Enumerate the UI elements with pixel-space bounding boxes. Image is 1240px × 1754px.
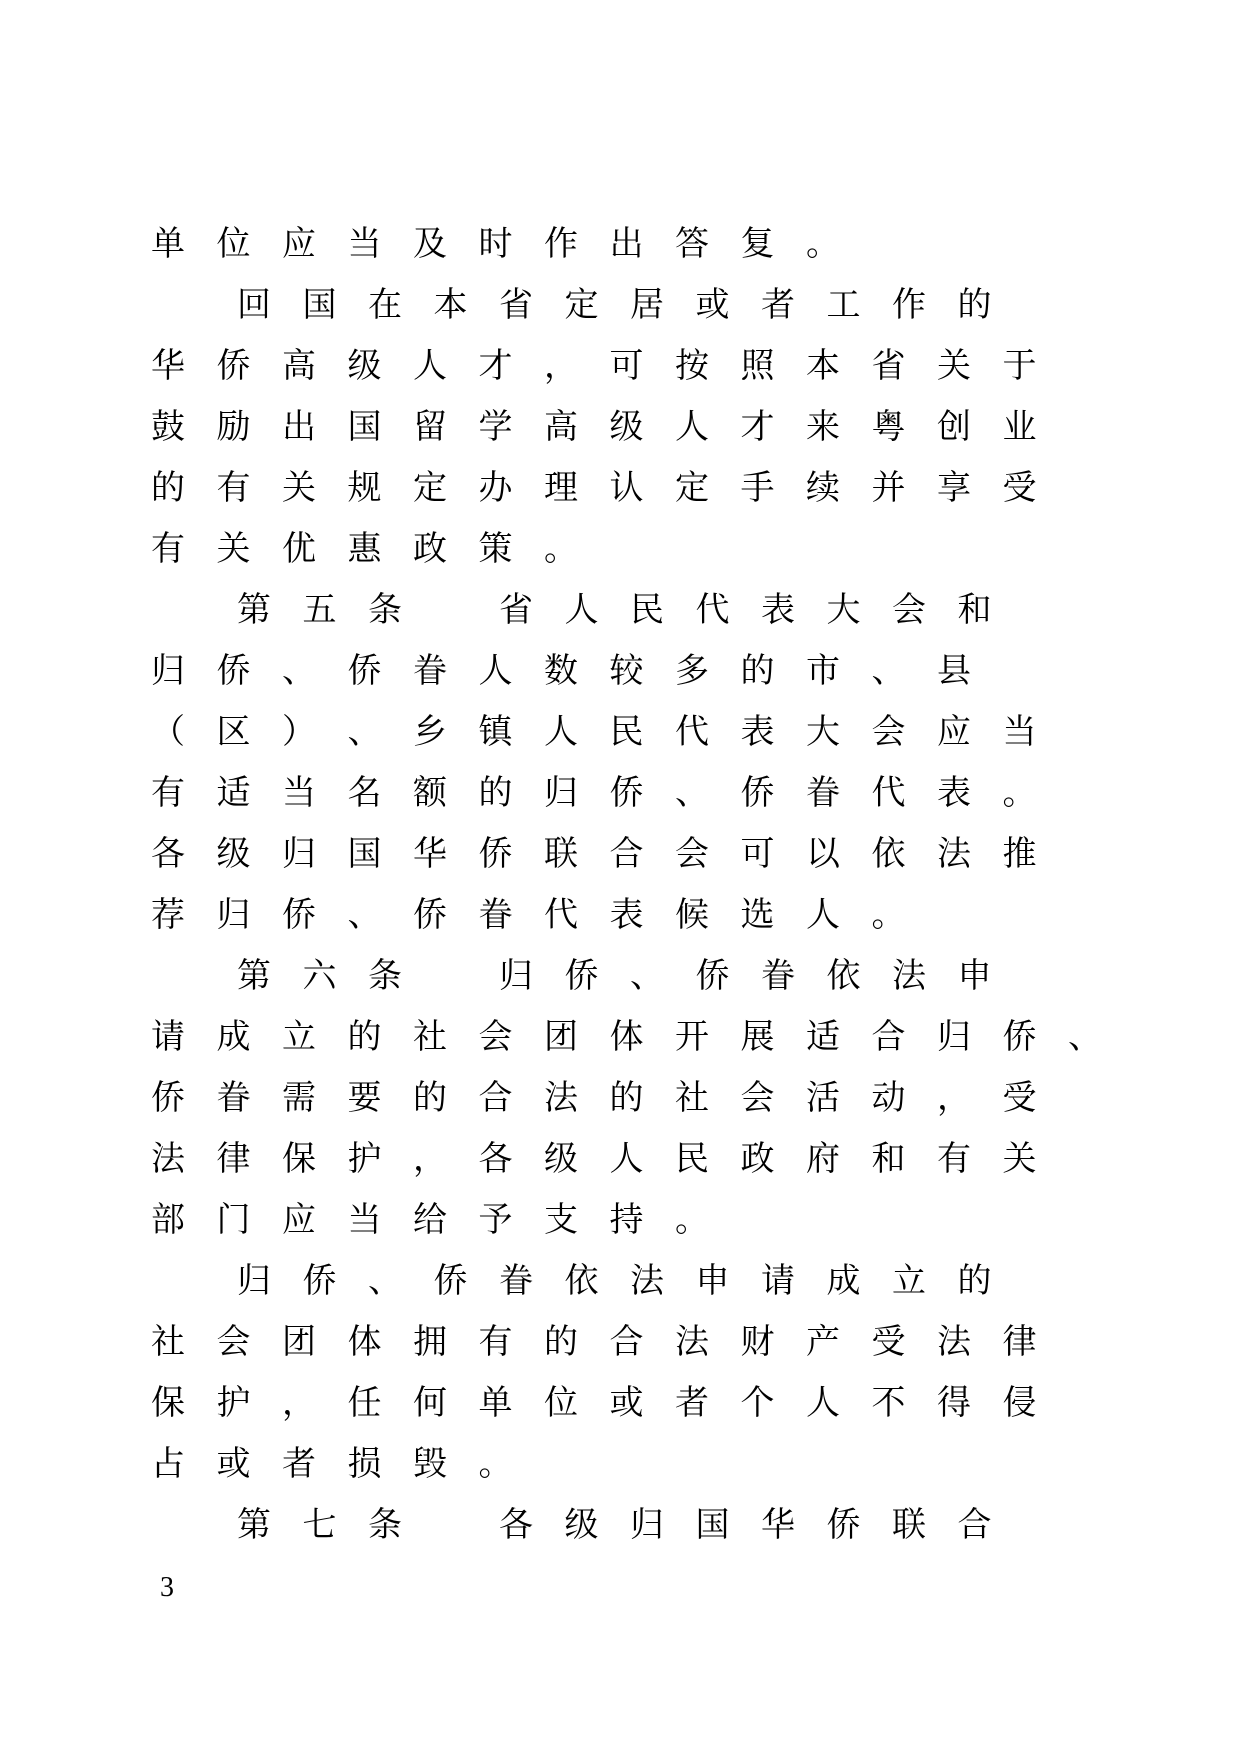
text-char: 关 xyxy=(282,468,316,508)
text-char: 有 xyxy=(478,1322,513,1362)
text-char: 第 xyxy=(237,956,271,996)
text-char: 府 xyxy=(806,1139,840,1179)
text-char: 粤 xyxy=(871,407,906,447)
text-char: 乡 xyxy=(413,712,447,752)
text-char: 会 xyxy=(478,1017,513,1057)
text-char: 侨 xyxy=(216,651,251,691)
text-char: 大 xyxy=(826,590,861,630)
text-char: 保 xyxy=(151,1383,185,1423)
text-char: 合 xyxy=(957,1505,992,1545)
text-char: 人 xyxy=(806,1383,840,1423)
text-char: 归 xyxy=(216,895,251,935)
text-char: 受 xyxy=(871,1322,906,1362)
text-char: 活 xyxy=(806,1078,840,1118)
text-char: 。 xyxy=(1002,773,1037,813)
text-char: 合 xyxy=(609,1322,644,1362)
text-char: 得 xyxy=(937,1383,971,1423)
text-char: 鼓 xyxy=(151,407,185,447)
text-line xyxy=(151,519,1140,580)
text-char: 国 xyxy=(302,285,337,325)
text-line xyxy=(160,275,1140,336)
text-char: 民 xyxy=(609,712,644,752)
text-char: 区 xyxy=(216,712,251,752)
text-char: 社 xyxy=(413,1017,447,1057)
text-char: 侨 xyxy=(695,956,730,996)
text-char: 法 xyxy=(630,1261,664,1301)
text-char: 要 xyxy=(347,1078,382,1118)
text-char: 答 xyxy=(675,224,709,264)
text-char: ， xyxy=(937,1078,971,1118)
text-char: 候 xyxy=(675,895,709,935)
text-char: 眷 xyxy=(478,895,513,935)
text-char: 。 xyxy=(871,895,906,935)
text-char: 县 xyxy=(937,651,971,691)
text-char: 定 xyxy=(413,468,447,508)
text-char: 财 xyxy=(740,1322,775,1362)
text-char: 。 xyxy=(806,224,840,264)
text-char: 表 xyxy=(740,712,775,752)
text-char: 照 xyxy=(740,346,775,386)
text-char: 表 xyxy=(937,773,971,813)
text-char: 条 xyxy=(368,590,402,630)
text-char: 出 xyxy=(609,224,644,264)
text-char: 眷 xyxy=(499,1261,533,1301)
text-char: 代 xyxy=(675,712,709,752)
text-char: 级 xyxy=(564,1505,599,1545)
text-char: 者 xyxy=(675,1383,709,1423)
text-char: 眷 xyxy=(806,773,840,813)
text-char: 人 xyxy=(478,651,513,691)
text-char: 级 xyxy=(544,1139,578,1179)
text-char: 应 xyxy=(937,712,971,752)
text-char: 有 xyxy=(216,468,251,508)
text-char: 高 xyxy=(282,346,316,386)
text-char: 才 xyxy=(740,407,775,447)
text-char: 续 xyxy=(806,468,840,508)
text-char: 惠 xyxy=(347,529,382,569)
text-char: 代 xyxy=(695,590,730,630)
text-char: 侨 xyxy=(216,346,251,386)
text-char: 拥 xyxy=(413,1322,447,1362)
text-char: 侵 xyxy=(1002,1383,1037,1423)
text-char: 支 xyxy=(544,1200,578,1240)
text-char: 六 xyxy=(302,956,337,996)
text-char: 关 xyxy=(216,529,251,569)
text-char: 不 xyxy=(871,1383,906,1423)
text-char: 侨 xyxy=(433,1261,468,1301)
text-char: 护 xyxy=(347,1139,382,1179)
text-char: 部 xyxy=(151,1200,185,1240)
text-char: 联 xyxy=(892,1505,926,1545)
text-char: 动 xyxy=(871,1078,906,1118)
text-char: 开 xyxy=(675,1017,709,1057)
text-line xyxy=(151,1312,1140,1373)
text-char: 、 xyxy=(630,956,664,996)
text-char: 会 xyxy=(892,590,926,630)
text-char: 创 xyxy=(937,407,971,447)
text-char: 保 xyxy=(282,1139,316,1179)
text-char: 受 xyxy=(1002,468,1037,508)
body-text xyxy=(151,214,1140,1556)
text-char: 的 xyxy=(478,773,513,813)
text-char xyxy=(431,580,471,641)
text-char: 团 xyxy=(282,1322,316,1362)
text-char: 。 xyxy=(675,1200,709,1240)
text-char: 或 xyxy=(609,1383,644,1423)
text-char: 侨 xyxy=(740,773,775,813)
text-char: 数 xyxy=(544,651,578,691)
text-char: 于 xyxy=(1002,346,1037,386)
text-char: 社 xyxy=(675,1078,709,1118)
text-char: 居 xyxy=(630,285,664,325)
text-char: 团 xyxy=(544,1017,578,1057)
text-char: 归 xyxy=(630,1505,664,1545)
text-char: 侨 xyxy=(1002,1017,1037,1057)
text-char: 国 xyxy=(347,834,382,874)
text-char: 荐 xyxy=(151,895,185,935)
text-char: 省 xyxy=(499,285,533,325)
text-char: 或 xyxy=(216,1444,251,1484)
text-char: 民 xyxy=(630,590,664,630)
text-char: 额 xyxy=(413,773,447,813)
text-char xyxy=(431,1495,471,1556)
text-line xyxy=(151,763,1140,824)
text-char: 、 xyxy=(347,712,382,752)
text-line xyxy=(151,1068,1140,1129)
text-char: 成 xyxy=(216,1017,251,1057)
text-char: 并 xyxy=(871,468,906,508)
text-char: 归 xyxy=(499,956,533,996)
text-char: 依 xyxy=(826,956,861,996)
text-line xyxy=(151,885,1140,946)
text-char: 级 xyxy=(609,407,644,447)
text-char: 当 xyxy=(347,224,382,264)
text-char: 请 xyxy=(761,1261,795,1301)
text-char: 侨 xyxy=(564,956,599,996)
text-char: 时 xyxy=(478,224,513,264)
text-char: 申 xyxy=(957,956,992,996)
text-char: 人 xyxy=(806,895,840,935)
text-char: 学 xyxy=(478,407,513,447)
text-line xyxy=(160,580,1140,641)
text-char: 损 xyxy=(347,1444,382,1484)
text-line xyxy=(160,1495,1140,1556)
text-line xyxy=(151,1373,1140,1434)
text-char: 关 xyxy=(937,346,971,386)
text-char: 较 xyxy=(609,651,644,691)
text-char: 条 xyxy=(368,956,402,996)
text-char: 人 xyxy=(609,1139,644,1179)
text-line xyxy=(151,336,1140,397)
text-char: 请 xyxy=(151,1017,185,1057)
text-char: 有 xyxy=(151,773,185,813)
text-char: 侨 xyxy=(478,834,513,874)
text-char: 五 xyxy=(302,590,337,630)
text-char: 当 xyxy=(347,1200,382,1240)
text-char xyxy=(431,946,471,1007)
text-char: 人 xyxy=(413,346,447,386)
text-char: 大 xyxy=(806,712,840,752)
text-char: 第 xyxy=(237,590,271,630)
text-char: 各 xyxy=(499,1505,533,1545)
text-char: 归 xyxy=(237,1261,271,1301)
text-char: 人 xyxy=(675,407,709,447)
text-char: 代 xyxy=(544,895,578,935)
text-char: 个 xyxy=(740,1383,775,1423)
text-char: 依 xyxy=(871,834,906,874)
text-char: 予 xyxy=(478,1200,513,1240)
text-char: 表 xyxy=(609,895,644,935)
text-char: 位 xyxy=(216,224,251,264)
text-char: 办 xyxy=(478,468,513,508)
text-char: 级 xyxy=(347,346,382,386)
text-char: 律 xyxy=(216,1139,251,1179)
text-line xyxy=(151,214,1140,275)
text-char: 选 xyxy=(740,895,775,935)
text-char: 社 xyxy=(151,1322,185,1362)
text-char: 作 xyxy=(544,224,578,264)
text-line xyxy=(151,702,1140,763)
text-char: 励 xyxy=(216,407,251,447)
text-char: 国 xyxy=(347,407,382,447)
text-char: 会 xyxy=(871,712,906,752)
text-char: 合 xyxy=(609,834,644,874)
text-char: 合 xyxy=(478,1078,513,1118)
text-char: 华 xyxy=(151,346,185,386)
text-char: 和 xyxy=(957,590,992,630)
text-char: ， xyxy=(282,1383,316,1423)
text-char: 位 xyxy=(544,1383,578,1423)
text-char: 持 xyxy=(609,1200,644,1240)
text-char: 各 xyxy=(478,1139,513,1179)
text-char: 当 xyxy=(282,773,316,813)
text-char: 法 xyxy=(892,956,926,996)
text-char: 民 xyxy=(675,1139,709,1179)
text-char: 定 xyxy=(675,468,709,508)
text-char: 人 xyxy=(544,712,578,752)
text-char: 毁 xyxy=(413,1444,447,1484)
text-char: 规 xyxy=(347,468,382,508)
text-char: 会 xyxy=(675,834,709,874)
text-char: 侨 xyxy=(609,773,644,813)
text-char: 回 xyxy=(237,285,271,325)
text-char: 代 xyxy=(871,773,906,813)
text-line xyxy=(160,946,1140,1007)
text-char: 作 xyxy=(892,285,926,325)
text-char: 的 xyxy=(413,1078,447,1118)
text-char: 人 xyxy=(564,590,599,630)
text-char: 侨 xyxy=(302,1261,337,1301)
text-char: 定 xyxy=(564,285,599,325)
text-char: 优 xyxy=(282,529,316,569)
text-char: 、 xyxy=(871,651,906,691)
text-char: 者 xyxy=(282,1444,316,1484)
text-char: 立 xyxy=(282,1017,316,1057)
text-char: 侨 xyxy=(282,895,316,935)
text-char: 给 xyxy=(413,1200,447,1240)
text-char: 工 xyxy=(826,285,861,325)
text-char: 出 xyxy=(282,407,316,447)
text-char: ） xyxy=(282,712,316,752)
text-char: 眷 xyxy=(216,1078,251,1118)
text-char: 在 xyxy=(368,285,402,325)
page-number: 3 xyxy=(160,1572,174,1603)
text-char: 政 xyxy=(413,529,447,569)
text-char: 单 xyxy=(151,224,185,264)
text-char: 法 xyxy=(675,1322,709,1362)
text-char: 复 xyxy=(740,224,775,264)
text-char: 、 xyxy=(1068,1017,1102,1057)
text-char: 条 xyxy=(368,1505,402,1545)
text-char: 第 xyxy=(237,1505,271,1545)
text-char: 、 xyxy=(675,773,709,813)
text-char: 认 xyxy=(609,468,644,508)
text-char: 任 xyxy=(347,1383,382,1423)
text-line xyxy=(151,1007,1140,1068)
text-char: 何 xyxy=(413,1383,447,1423)
text-char: 、 xyxy=(368,1261,402,1301)
text-char: ， xyxy=(413,1139,447,1179)
text-char: 成 xyxy=(826,1261,861,1301)
text-char: 门 xyxy=(216,1200,251,1240)
text-char: 的 xyxy=(957,285,992,325)
text-char: 享 xyxy=(937,468,971,508)
text-line xyxy=(151,1190,1140,1251)
text-char: 来 xyxy=(806,407,840,447)
text-char: 占 xyxy=(151,1444,185,1484)
text-char: 省 xyxy=(499,590,533,630)
text-char: 镇 xyxy=(478,712,513,752)
text-char: 各 xyxy=(151,834,185,874)
text-char: 应 xyxy=(282,1200,316,1240)
text-char: 眷 xyxy=(761,956,795,996)
text-char: 当 xyxy=(1002,712,1037,752)
text-char: 国 xyxy=(695,1505,730,1545)
text-char: 适 xyxy=(216,773,251,813)
text-char: 律 xyxy=(1002,1322,1037,1362)
text-char: 侨 xyxy=(826,1505,861,1545)
text-char: 会 xyxy=(740,1078,775,1118)
text-char: 或 xyxy=(695,285,730,325)
text-char: 按 xyxy=(675,346,709,386)
text-char: 可 xyxy=(740,834,775,874)
text-char: 依 xyxy=(564,1261,599,1301)
text-char: 产 xyxy=(806,1322,840,1362)
text-char: 法 xyxy=(937,834,971,874)
text-char: 本 xyxy=(433,285,468,325)
text-char: （ xyxy=(151,712,185,752)
text-char: 体 xyxy=(347,1322,382,1362)
text-line xyxy=(151,1129,1140,1190)
text-char: 展 xyxy=(740,1017,775,1057)
text-char: 推 xyxy=(1002,834,1037,874)
text-char: 和 xyxy=(871,1139,906,1179)
text-line xyxy=(151,458,1140,519)
text-char: 留 xyxy=(413,407,447,447)
text-char: 策 xyxy=(478,529,513,569)
text-char: 政 xyxy=(740,1139,775,1179)
text-char: 立 xyxy=(892,1261,926,1301)
text-char: 单 xyxy=(478,1383,513,1423)
text-char: 级 xyxy=(216,834,251,874)
text-char: 表 xyxy=(761,590,795,630)
text-char: 的 xyxy=(544,1322,578,1362)
text-char: 、 xyxy=(282,651,316,691)
text-char: ， xyxy=(544,346,578,386)
text-char: 联 xyxy=(544,834,578,874)
text-char: 侨 xyxy=(413,895,447,935)
text-char: 。 xyxy=(478,1444,513,1484)
text-char: 关 xyxy=(1002,1139,1037,1179)
text-char: 体 xyxy=(609,1017,644,1057)
text-char: 有 xyxy=(151,529,185,569)
text-char: 受 xyxy=(1002,1078,1037,1118)
text-char: 业 xyxy=(1002,407,1037,447)
text-char: 应 xyxy=(282,224,316,264)
text-char: 手 xyxy=(740,468,775,508)
text-char: 归 xyxy=(151,651,185,691)
text-char: 者 xyxy=(761,285,795,325)
text-char: 的 xyxy=(151,468,185,508)
text-char: 的 xyxy=(347,1017,382,1057)
text-char: 、 xyxy=(347,895,382,935)
text-char: 的 xyxy=(609,1078,644,1118)
text-char: 华 xyxy=(761,1505,795,1545)
text-char: 有 xyxy=(937,1139,971,1179)
text-char: 高 xyxy=(544,407,578,447)
text-char: 申 xyxy=(695,1261,730,1301)
text-char: 的 xyxy=(740,651,775,691)
text-char: 法 xyxy=(151,1139,185,1179)
text-line xyxy=(160,1251,1140,1312)
text-char: 七 xyxy=(302,1505,337,1545)
text-char: 需 xyxy=(282,1078,316,1118)
text-char: 及 xyxy=(413,224,447,264)
text-char: 适 xyxy=(806,1017,840,1057)
text-char: 。 xyxy=(544,529,578,569)
text-line xyxy=(151,641,1140,702)
text-char: 归 xyxy=(544,773,578,813)
text-char: 多 xyxy=(675,651,709,691)
text-char: 华 xyxy=(413,834,447,874)
text-char: 侨 xyxy=(347,651,382,691)
text-char: 的 xyxy=(957,1261,992,1301)
text-line xyxy=(151,824,1140,885)
text-char: 侨 xyxy=(151,1078,185,1118)
text-line xyxy=(151,1434,1140,1495)
text-char: 会 xyxy=(216,1322,251,1362)
text-char: 才 xyxy=(478,346,513,386)
text-char: 归 xyxy=(282,834,316,874)
text-char: 合 xyxy=(871,1017,906,1057)
text-char: 护 xyxy=(216,1383,251,1423)
text-char: 理 xyxy=(544,468,578,508)
text-char: 市 xyxy=(806,651,840,691)
text-char: 省 xyxy=(871,346,906,386)
text-char: 本 xyxy=(806,346,840,386)
text-char: 法 xyxy=(937,1322,971,1362)
text-char: 法 xyxy=(544,1078,578,1118)
text-line xyxy=(151,397,1140,458)
text-char: 可 xyxy=(609,346,644,386)
text-char: 归 xyxy=(937,1017,971,1057)
text-char: 眷 xyxy=(413,651,447,691)
text-char: 以 xyxy=(806,834,840,874)
text-char: 名 xyxy=(347,773,382,813)
